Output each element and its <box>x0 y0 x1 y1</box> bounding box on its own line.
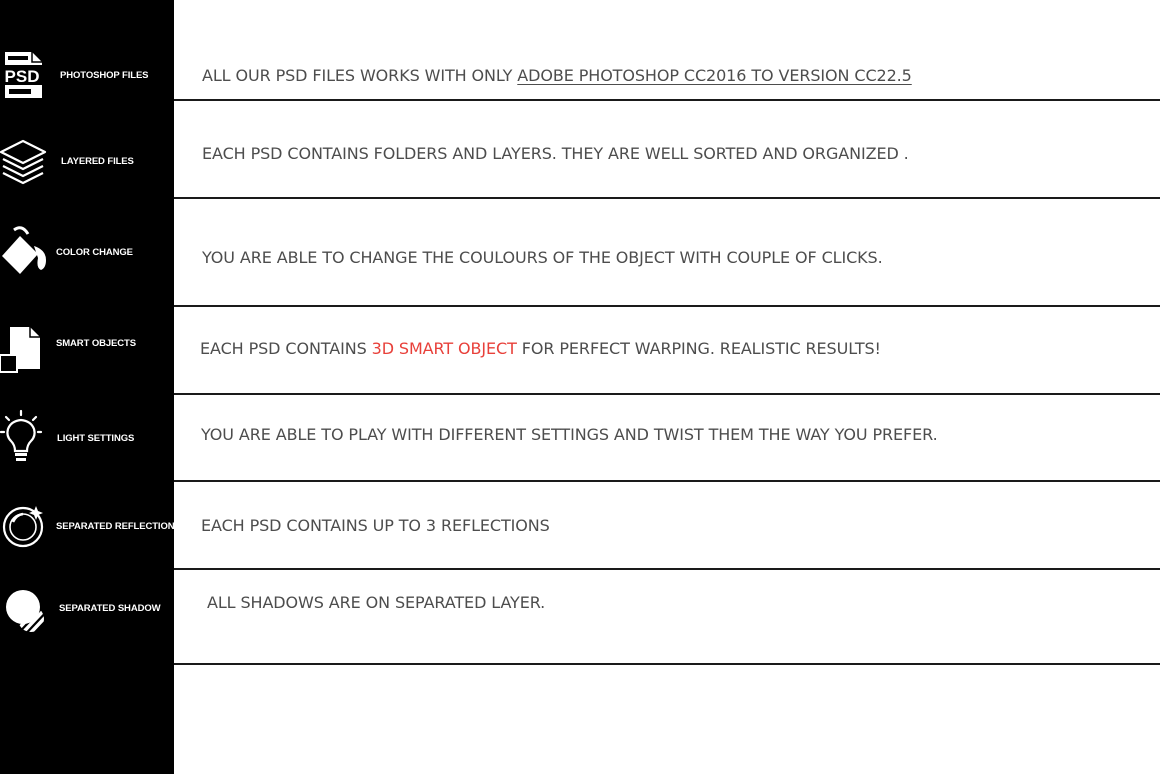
row-divider <box>174 568 1160 570</box>
feature-label: COLOR CHANGE <box>56 246 133 258</box>
feature-description-color: YOU ARE ABLE TO CHANGE THE COULOURS OF THE OBJECT WITH COUPLE OF CLICKS. <box>202 248 883 267</box>
description-text: EACH PSD CONTAINS <box>200 339 372 358</box>
feature-label: PHOTOSHOP FILES <box>60 69 149 81</box>
row-divider <box>174 663 1160 665</box>
feature-layered-files <box>0 131 174 191</box>
feature-color-change <box>0 222 174 282</box>
light-bulb-icon <box>0 408 50 468</box>
highlight-text: 3D SMART OBJECT <box>371 339 517 358</box>
layers-icon <box>0 131 50 191</box>
feature-separated-reflection <box>0 496 174 556</box>
feature-light-settings <box>0 408 174 468</box>
row-divider <box>174 393 1160 395</box>
feature-description-photoshop <box>202 66 912 85</box>
paint-bucket-icon <box>0 222 50 282</box>
feature-photoshop-files <box>0 45 174 105</box>
feature-separated-shadow <box>0 578 174 638</box>
feature-smart-objects <box>0 313 174 373</box>
feature-description-shadow: ALL SHADOWS ARE ON SEPARATED LAYER. <box>207 593 546 612</box>
smart-object-icon <box>0 313 50 373</box>
feature-label: SMART OBJECTS <box>56 337 136 349</box>
feature-description-light: YOU ARE ABLE TO PLAY WITH DIFFERENT SETTINGS AND TWIST THEM THE WAY YOU PREFER. <box>201 425 938 444</box>
description-text: ALL OUR PSD FILES WORKS WITH ONLY <box>202 66 518 85</box>
feature-description-layered: EACH PSD CONTAINS FOLDERS AND LAYERS. THEY ARE WELL SORTED AND ORGANIZED . <box>202 144 909 163</box>
description-text: FOR PERFECT WARPING. REALISTIC RESULTS! <box>516 339 881 358</box>
svg-text:PSD: PSD <box>4 67 40 86</box>
feature-description-smart-objects <box>200 339 881 358</box>
row-divider <box>174 99 1160 101</box>
shadow-icon <box>0 578 50 638</box>
feature-label: SEPARATED REFLECTION <box>56 520 175 532</box>
feature-label: SEPARATED SHADOW <box>59 602 161 614</box>
photoshop-version-link[interactable]: ADOBE PHOTOSHOP CC2016 TO VERSION CC22.5 <box>517 66 912 85</box>
reflection-icon <box>0 496 50 556</box>
feature-label: LAYERED FILES <box>61 155 134 167</box>
row-divider <box>174 305 1160 307</box>
feature-sidebar <box>0 0 174 774</box>
feature-label: LIGHT SETTINGS <box>57 432 135 444</box>
psd-file-icon <box>0 45 50 105</box>
row-divider <box>174 197 1160 199</box>
feature-description-reflection: EACH PSD CONTAINS UP TO 3 REFLECTIONS <box>201 516 550 535</box>
row-divider <box>174 480 1160 482</box>
